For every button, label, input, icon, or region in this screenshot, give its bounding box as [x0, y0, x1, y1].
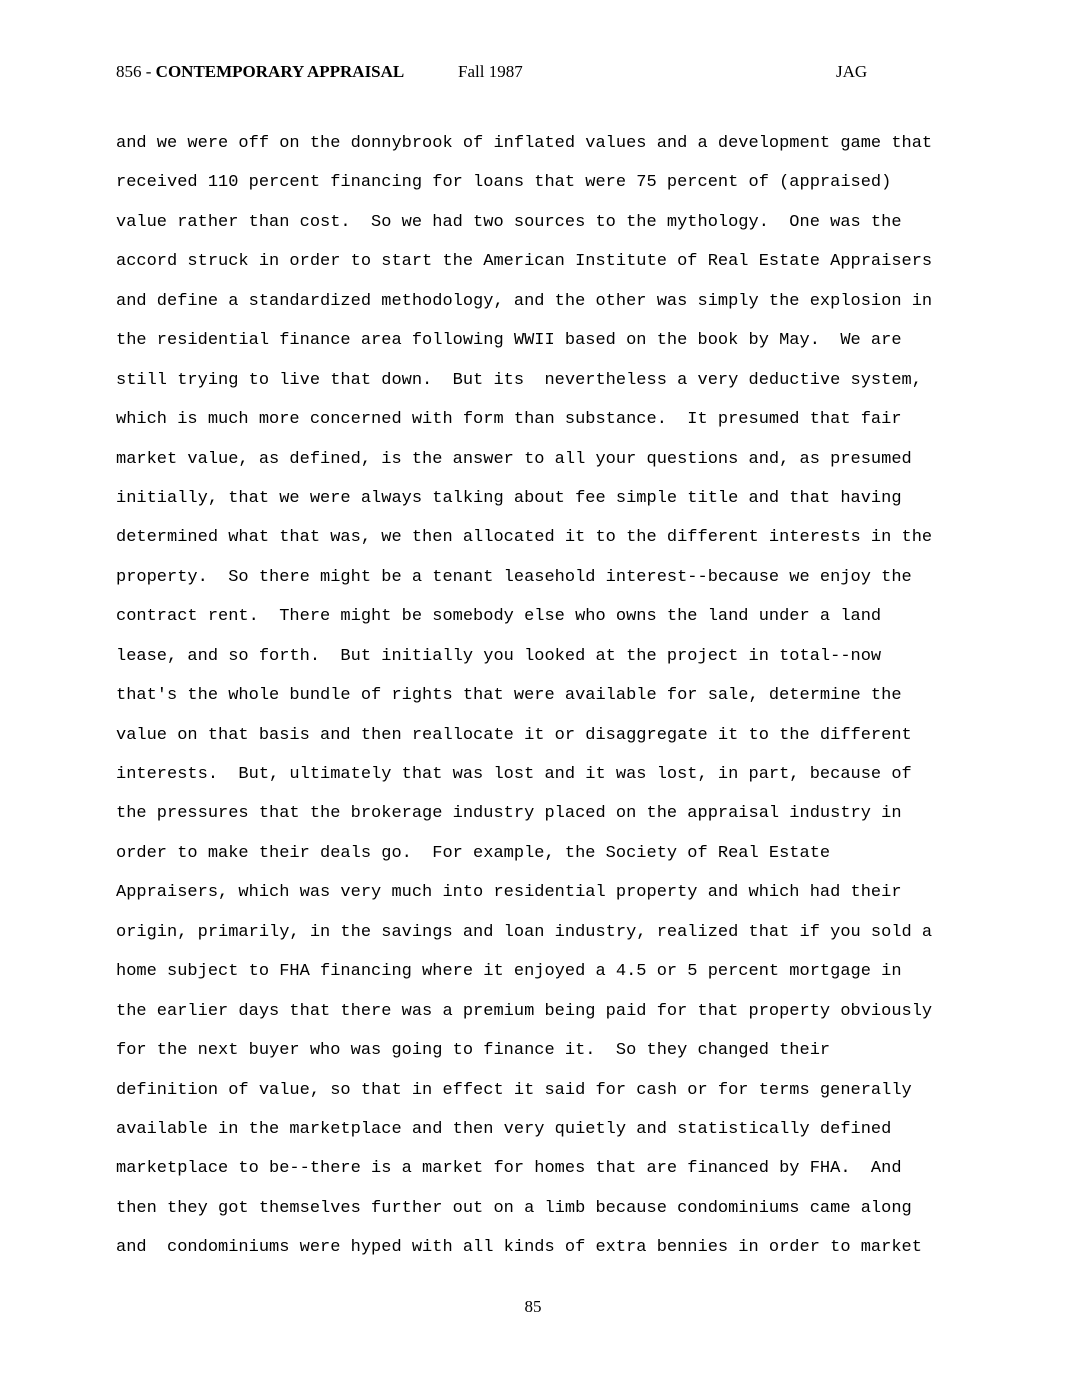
text-line: Appraisers, which was very much into residential property and which had their: [116, 883, 902, 903]
text-line: and we were off on the donnybrook of inflated values and a development game that: [116, 134, 933, 153]
course-heading: [116, 62, 404, 82]
text-line: contract rent. There might be somebody else who owns the land under a land: [116, 607, 882, 627]
text-line: interests. But, ultimately that was lost and it was lost, in part, because of: [116, 765, 912, 784]
author-initials: JAG: [836, 62, 868, 81]
text-line: marketplace to be--there is a market for homes that are financed by FHA. And: [116, 1159, 902, 1179]
text-line: property. So there might be a tenant leasehold interest--because we enjoy the: [116, 567, 912, 587]
text-line: for the next buyer who was going to finance it. So they changed their: [116, 1041, 831, 1061]
text-line: origin, primarily, in the savings and loan industry, realized that if you sold a: [116, 922, 933, 942]
page-number: 85: [524, 1297, 542, 1316]
text-line: definition of value, so that in effect it said for cash or for terms generally: [116, 1080, 912, 1100]
text-line: value on that basis and then reallocate it or disaggregate it to the different: [116, 725, 912, 745]
text-line: the earlier days that there was a premium being paid for that property obviously: [116, 1001, 933, 1021]
text-line: order to make their deals go. For example, the Society of Real Estate: [116, 843, 831, 863]
text-line: initially, that we were always talking about fee simple title and that having: [116, 488, 902, 508]
text-line: value rather than cost. So we had two sources to the mythology. One was the: [116, 212, 902, 232]
text-line: received 110 percent financing for loans that were 75 percent of (appraised): [116, 173, 892, 193]
body-text: [116, 124, 956, 1268]
text-line: which is much more concerned with form than substance. It presumed that fair: [116, 410, 902, 430]
text-line: lease, and so forth. But initially you looked at the project in total--now: [116, 646, 882, 666]
text-line: the pressures that the brokerage industry placed on the appraisal industry in: [116, 804, 902, 824]
text-line: then they got themselves further out on a limb because condominiums came along: [116, 1198, 912, 1218]
text-line: home subject to FHA financing where it enjoyed a 4.5 or 5 percent mortgage in: [116, 962, 902, 982]
course-title: CONTEMPORARY APPRAISAL: [155, 62, 405, 81]
term-label: Fall 1987: [458, 62, 523, 81]
page-header: [116, 62, 876, 84]
text-line: available in the marketplace and then very quietly and statistically defined: [116, 1119, 892, 1139]
text-line: and define a standardized methodology, and the other was simply the explosion in: [116, 291, 933, 311]
text-line: determined what that was, we then allocated it to the different interests in the: [116, 528, 933, 548]
text-line: that's the whole bundle of rights that were available for sale, determine the: [116, 686, 902, 706]
text-line: market value, as defined, is the answer to all your questions and, as presumed: [116, 449, 912, 469]
text-line: accord struck in order to start the American Institute of Real Estate Appraisers: [116, 252, 933, 272]
text-line: still trying to live that down. But its nevertheless a very deductive system,: [116, 370, 922, 390]
text-line: the residential finance area following WWII based on the book by May. We are: [116, 331, 902, 351]
course-number: 856 -: [116, 62, 156, 81]
text-line: and condominiums were hyped with all kinds of extra bennies in order to market: [116, 1238, 922, 1258]
